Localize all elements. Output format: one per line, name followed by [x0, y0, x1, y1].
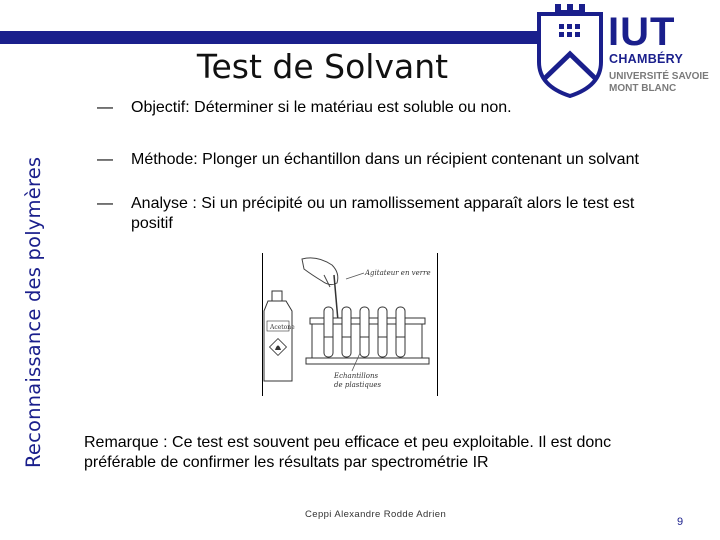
- shield-icon: [535, 2, 605, 98]
- logo-university-text: [609, 71, 719, 95]
- acetone-bottle: [264, 291, 292, 381]
- stirrer-label: Agitateur en verre: [365, 269, 431, 277]
- sidebar-title: Reconnaissance des polymères: [22, 156, 45, 468]
- page-number: 9: [677, 516, 684, 528]
- logo-iut-text: IUT: [608, 10, 676, 54]
- logo-university-line2: MONT BLANC: [609, 83, 677, 94]
- bullet-analysis: [97, 194, 657, 234]
- bottle-label: Acetone: [270, 324, 295, 331]
- logo-university-line1: UNIVERSITÉ SAVOIE: [609, 71, 709, 82]
- bullet-dash: —: [97, 99, 113, 116]
- bullet-text: Analyse : Si un précipité ou un ramollissement apparaît alors le test est positif: [131, 195, 635, 232]
- header-bar: [0, 31, 540, 44]
- bullet-dash: —: [97, 195, 113, 212]
- bullet-objective: [97, 98, 657, 118]
- hand-illustration: [302, 258, 338, 287]
- page-title: Test de Solvant: [196, 47, 449, 86]
- logo-city-text: CHAMBÉRY: [609, 52, 684, 66]
- bullet-text: Méthode: Plonger un échantillon dans un récipient contenant un solvant: [131, 151, 639, 168]
- solvent-test-figure: [262, 253, 438, 396]
- bullet-list: [97, 98, 657, 234]
- samples-label-line2: de plastiques: [334, 381, 382, 389]
- test-tube-rack: [306, 307, 429, 364]
- samples-label-line1: Echantillons: [334, 372, 379, 380]
- remark-text: Remarque : Ce test est souvent peu efficace et peu exploitable. Il est donc préférable de confirmer les résultats par spectrométrie IR: [84, 434, 612, 471]
- footer-author: Ceppi Alexandre Rodde Adrien: [305, 509, 447, 520]
- iut-logo: [535, 2, 720, 98]
- bullet-dash: —: [97, 151, 113, 168]
- bullet-method: [97, 150, 657, 170]
- bullet-text: Objectif: Déterminer si le matériau est soluble ou non.: [131, 99, 512, 116]
